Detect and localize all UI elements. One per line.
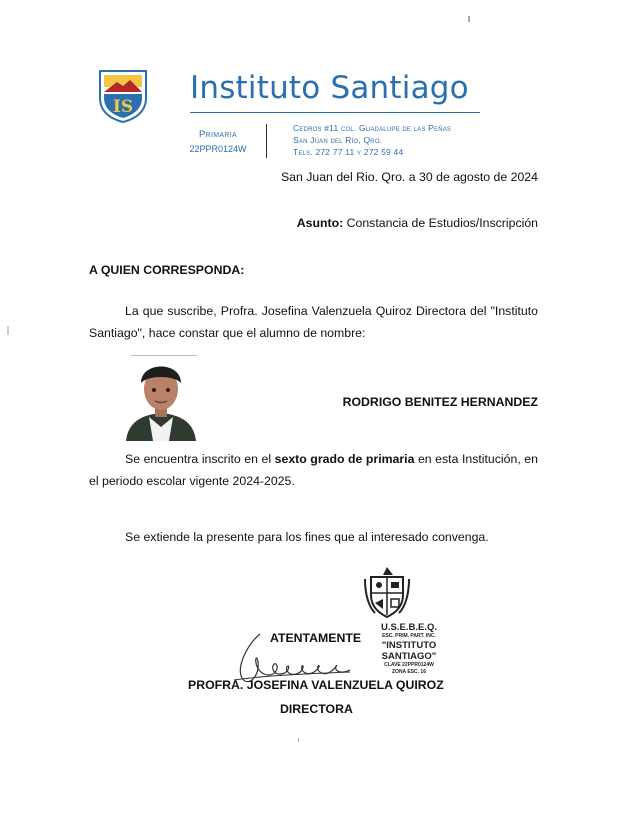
student-name: RODRIGO BENITEZ HERNANDEZ (342, 395, 538, 409)
logo-initials: IS (112, 97, 134, 117)
stamp-school: SANTIAGO" (381, 651, 437, 662)
address-block (293, 122, 451, 158)
letter-subject (297, 212, 538, 234)
subject-label: Asunto: (296, 216, 344, 230)
school-logo (97, 68, 149, 123)
scan-mark (7, 326, 9, 335)
signer-name: PROFRA. JOSEFINA VALENZUELA QUIROZ (188, 678, 444, 692)
phone-line: Tels. 272 77 11 y 272 59 44 (293, 147, 404, 157)
header-divider (266, 124, 267, 158)
paragraph-enrollment (89, 448, 538, 492)
institution-name: Instituto Santiago (190, 70, 469, 106)
address-line: Cedros #11 col. Guadalupe de las Peñas (293, 123, 452, 133)
coat-of-arms-seal (363, 565, 411, 620)
subject-text: Constancia de Estudios/Inscripción (346, 216, 538, 230)
school-level-block (183, 128, 253, 156)
official-stamp (374, 622, 444, 676)
stamp-zone: ZONA ESC. 16 (392, 669, 426, 675)
student-photo (124, 357, 198, 441)
stamp-code: CLAVE 22PPR0124W (384, 662, 434, 668)
salutation: A QUIEN CORRESPONDA: (89, 263, 245, 277)
school-level: Primaria (199, 129, 237, 140)
stamp-authority: U.S.E.B.E.Q. (381, 622, 437, 633)
address-line: San Juan del Río, Qro. (293, 135, 383, 145)
scan-mark (468, 16, 470, 22)
scan-mark (298, 738, 299, 742)
paragraph-purpose: Se extiende la presente para los fines que al interesado convenga. (125, 530, 489, 544)
stamp-type: ESC. PRIM. PART. INC. (382, 633, 436, 639)
stamp-school: "INSTITUTO (381, 640, 437, 651)
letter-date: San Juan del Rio. Qro. a 30 de agosto de 2024 (280, 170, 538, 184)
closing: ATENTAMENTE (270, 631, 362, 645)
grade-level: sexto grado de primaria (274, 452, 415, 466)
enrollment-text: Se encuentra inscrito en el (125, 452, 275, 466)
school-code: 22PPR0124W (189, 144, 247, 154)
header-rule (190, 112, 480, 113)
paragraph-intro: La que suscribe, Profra. Josefina Valenzuela Quiroz Directora del "Instituto Santiago", hace constar que el alumno de nombre: (89, 304, 538, 340)
signer-role: DIRECTORA (280, 702, 353, 716)
enrollment-period: en esta Institución, en el periodo escolar vigente 2024-2025. (89, 452, 538, 488)
photo-rule (131, 355, 197, 356)
